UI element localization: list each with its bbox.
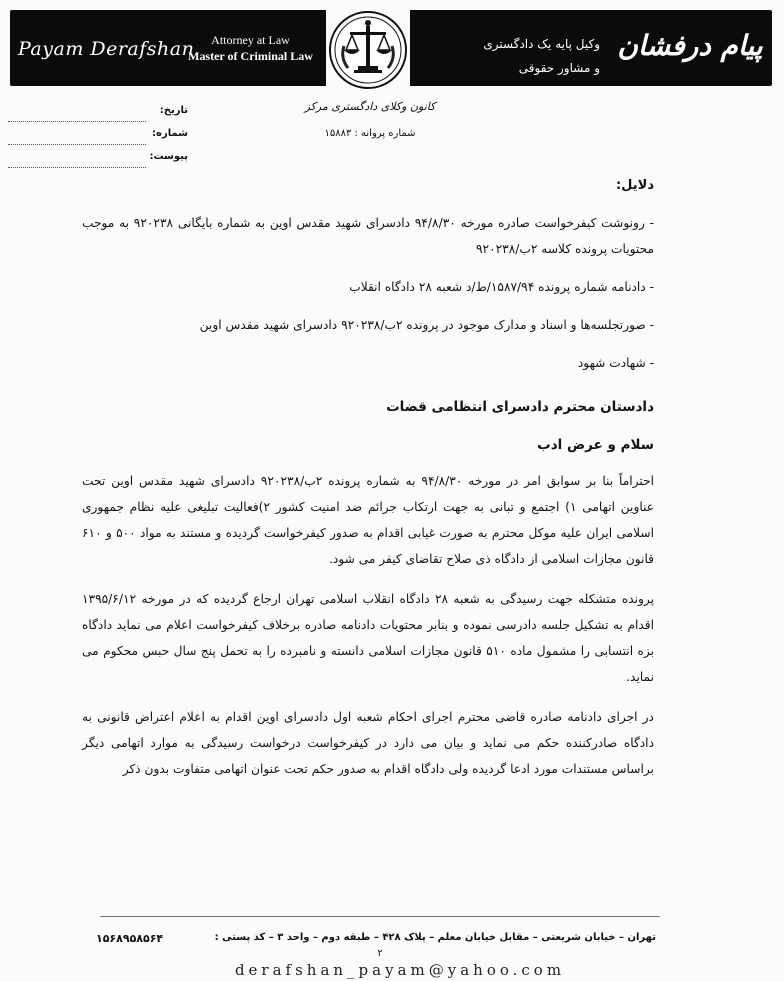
reason-item: - رونوشت کیفرخواست صادره مورخه ۹۴/۸/۳۰ دادسرای شهید مقدس اوین به شماره بایگانی ۹۲۰۲۳۸ به موجب محتویات پرونده کلاسه ۲ب/۹۲۰۲۳۸	[82, 216, 654, 256]
meta-dotted-lines	[8, 99, 146, 168]
persian-title	[440, 32, 600, 80]
bar-association-name: کانون وکلای دادگستری مرکز	[304, 100, 436, 113]
footer-divider	[100, 916, 660, 917]
english-title-line2: Master of Criminal Law	[188, 49, 313, 63]
english-title-line1: Attorney at Law	[211, 33, 290, 47]
number-label: شماره:	[152, 128, 188, 139]
greeting: سلام و عرض ادب	[537, 437, 654, 453]
page-number: ۲	[377, 948, 383, 959]
date-label: تاریخ:	[159, 105, 188, 116]
footer-phone: ۱۵۶۸۹۵۸۵۶۴	[96, 932, 164, 945]
persian-title-line1: وکیل پایه یک دادگستری	[483, 37, 600, 51]
reason-item: - صورتجلسه‌ها و اسناد و مدارک موجود در پرونده ۲ب/۹۲۰۲۳۸ دادسرای شهید مقدس اوین	[199, 318, 654, 332]
reason-item: - دادنامه شماره پرونده ۱۵۸۷/۹۴/ط/د شعبه ۲۸ دادگاه انقلاب	[349, 280, 654, 294]
brand-name-english: Payam Derafshan	[18, 38, 195, 60]
addressee-heading: دادستان محترم دادسرای انتظامی قضات	[386, 399, 654, 415]
body-paragraph: در اجرای دادنامه صادره قاضی محترم اجرای احکام شعبه اول دادسرای اوین اقدام به اعلام اعتراض قانونی به دادگاه صادرکننده حکم می نماید و بیان می دارد در کیفرخواست درخواست رسیدگی به موارد اتهامی دیگر براساس مستندات مورد ادعا گردیده ولی دادگاه اقدام به صدور حکم تحت عنوان اتهامی متفاوت بدون ذکر	[82, 710, 654, 776]
meta-labels	[144, 99, 188, 168]
number-line	[8, 128, 146, 145]
english-title	[188, 32, 313, 64]
footer-address: تهران – خیابان شریعتی – مقابل خیابان معلم – پلاک ۴۲۸ – طبقه دوم – واحد ۳ – کد پستی :	[214, 932, 656, 943]
reasons-heading: دلایل:	[615, 178, 654, 193]
brand-name-persian: پیام درفشان	[617, 29, 763, 62]
footer-email: derafshan_payam@yahoo.com	[234, 961, 566, 979]
body-paragraph: پرونده متشکله جهت رسیدگی به شعبه ۲۸ دادگاه انقلاب اسلامی تهران ارجاع گردیده که در مورخه ۱۳۹۵/۶/۱۲ اقدام به تشکیل جلسه دادرسی نموده و بنابر محتویات دادنامه صادره برخلاف کیفرخواست اعلام می نماید دادگاه بزه انتسابی را مشمول ماده ۵۱۰ قانون مجازات اسلامی دانسته و نامبرده را به تحمل پنج سال حبس محکوم می نماید.	[82, 592, 655, 684]
attachment-label: پیوست:	[149, 151, 188, 162]
date-line	[8, 105, 146, 122]
attachment-line	[8, 151, 146, 168]
license-number: شماره پروانه : ۱۵۸۸۳	[324, 128, 416, 139]
letter-body	[82, 176, 654, 796]
reason-item: - شهادت شهود	[577, 356, 654, 370]
body-paragraph: احتراماً بنا بر سوابق امر در مورخه ۹۴/۸/۳۰ به شماره پرونده ۲ب/۹۲۰۲۳۸ دادسرای شهید مقدس اوین تحت عناوین اتهامی ۱) اجتمع و تبانی به جهت ارتکاب جرائم ضد امنیت کشور ۲)فعالیت تبلیغی علیه نظام جمهوری اسلامی ایران علیه موکل محترم به صورت غیابی اقدام به صدور کیفرخواست گردیده و مستند به مواد ۵۰۰ و ۶۱۰ قانون مجازات اسلامی از دادگاه ذی صلاح تقاضای کیفر می شود.	[82, 474, 654, 566]
persian-title-line2: و مشاور حقوقی	[518, 61, 600, 75]
justice-scales-emblem-icon	[326, 6, 410, 94]
